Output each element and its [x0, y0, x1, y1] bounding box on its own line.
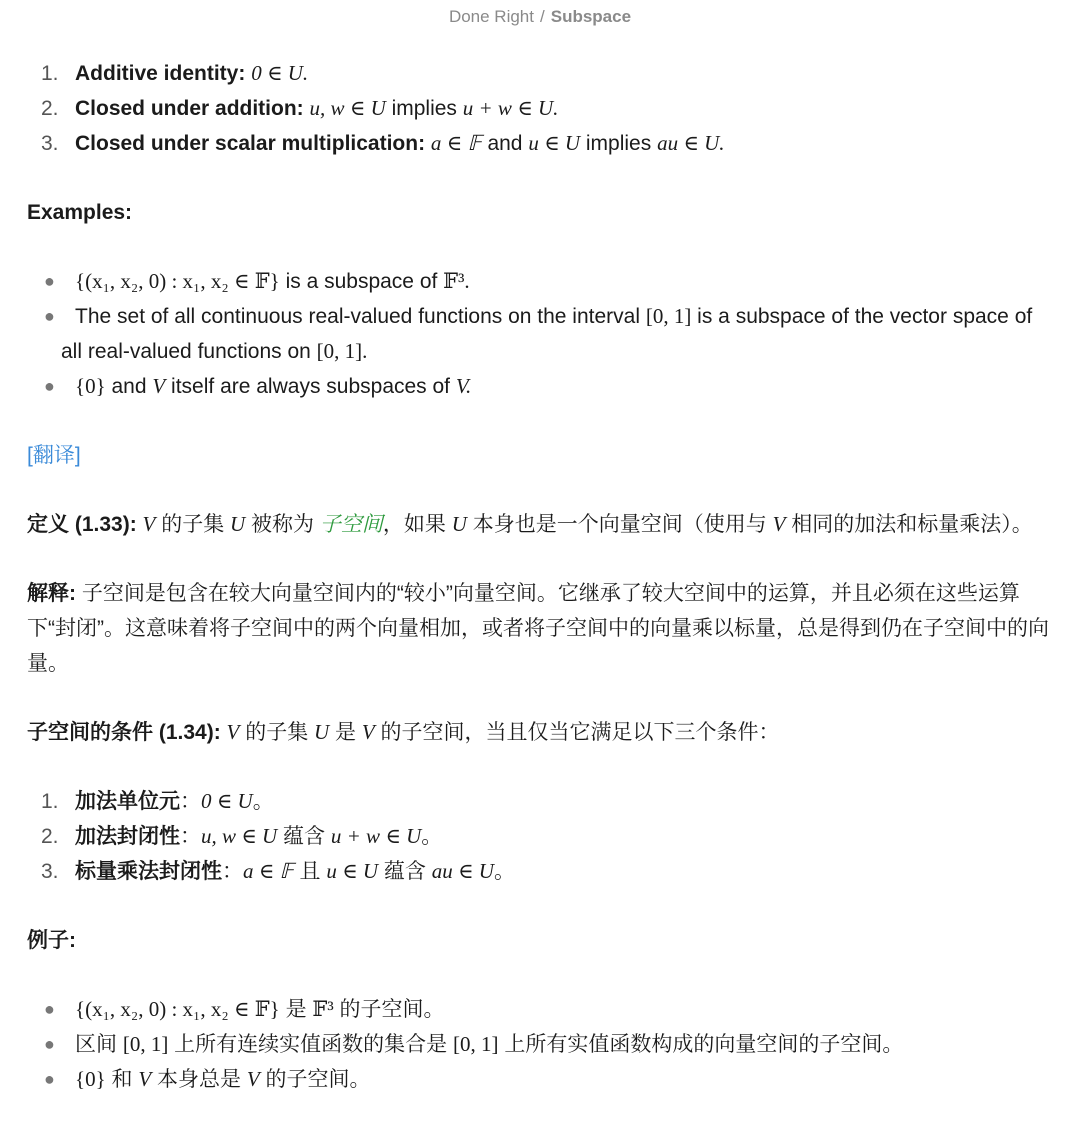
list-number: 1.	[41, 62, 59, 85]
text: 的子空间。	[333, 998, 445, 1021]
bullet: ●	[44, 306, 55, 326]
definition-paragraph	[27, 507, 1057, 542]
text: 是	[329, 721, 362, 744]
text: 相同的加法和标量乘法）。	[785, 513, 1033, 536]
zh-conditions-list	[27, 784, 1057, 889]
text: 本身也是一个向量空间（使用与	[466, 513, 773, 536]
text: itself are always subspaces of	[165, 375, 456, 398]
math: V	[226, 720, 240, 744]
list-item	[27, 56, 1057, 91]
math: u, w ∈ U	[309, 96, 386, 120]
math: [0, 1].	[316, 339, 368, 363]
condition-label: Closed under scalar multiplication:	[75, 132, 426, 155]
list-item	[27, 126, 1057, 161]
breadcrumb-separator: /	[540, 7, 545, 26]
math: V	[246, 1067, 260, 1091]
conditions-label: 子空间的条件 (1.34):	[27, 721, 221, 744]
text: and	[481, 132, 529, 155]
list-item	[27, 1027, 1057, 1062]
condition-label: 加法单位元	[75, 790, 180, 813]
math: V	[138, 1067, 152, 1091]
text: ：	[180, 825, 201, 848]
text: 被称为	[245, 513, 320, 536]
translate-link[interactable]: [翻译]	[27, 444, 81, 467]
math: u ∈ U	[528, 131, 581, 155]
math: V	[772, 512, 786, 536]
list-item	[27, 369, 1057, 404]
condition-label: Closed under addition:	[75, 97, 304, 120]
document-body	[27, 56, 1057, 1097]
math: V	[361, 720, 375, 744]
math: V	[152, 374, 166, 398]
text: and	[105, 375, 153, 398]
text: 。	[493, 860, 515, 883]
definition-label: 定义 (1.33):	[27, 513, 137, 536]
text: 的子集	[155, 513, 231, 536]
math: [0, 1]	[122, 1032, 169, 1056]
math: {0}	[75, 374, 106, 398]
text: ：	[180, 790, 201, 813]
condition-label: 加法封闭性	[75, 825, 180, 848]
math: U	[314, 720, 330, 744]
conditions-intro	[27, 715, 1057, 750]
zh-examples-list	[27, 992, 1057, 1097]
math: {0}	[75, 1067, 106, 1091]
math: u ∈ U	[326, 859, 379, 883]
text: ：	[222, 860, 243, 883]
breadcrumb-current: Subspace	[550, 7, 632, 26]
math: {(x₁, x₂, 0) : x₁, x₂ ∈ 𝔽}	[75, 269, 280, 293]
list-number: 2.	[41, 825, 59, 848]
math: {(x₁, x₂, 0) : x₁, x₂ ∈ 𝔽}	[75, 997, 280, 1021]
text: 且	[293, 860, 327, 883]
text: ，如果	[382, 513, 452, 536]
list-item	[27, 299, 1057, 369]
breadcrumb-parent[interactable]: Done Right	[448, 7, 534, 26]
text: 是	[279, 998, 313, 1021]
explanation-label: 解释:	[27, 582, 76, 605]
math: u + w ∈ U.	[462, 96, 559, 120]
text: is a subspace of	[279, 270, 444, 293]
text: 的子空间，当且仅当它满足以下三个条件：	[374, 721, 780, 744]
text: 本身总是	[151, 1068, 247, 1091]
list-number: 3.	[41, 132, 59, 155]
text: 。	[421, 825, 443, 848]
text: 上所有连续实值函数的集合是	[168, 1033, 454, 1056]
text: implies	[385, 97, 463, 120]
bullet: ●	[44, 1034, 55, 1054]
math: [0, 1]	[645, 304, 692, 328]
bullet: ●	[44, 271, 55, 291]
list-number: 3.	[41, 860, 59, 883]
math: V.	[455, 374, 472, 398]
math: au ∈ U.	[657, 131, 725, 155]
text: 的子集	[239, 721, 315, 744]
explanation-paragraph	[27, 576, 1057, 681]
math: u, w ∈ U	[201, 824, 278, 848]
text: 。	[252, 790, 274, 813]
bullet: ●	[44, 376, 55, 396]
math: U	[451, 512, 467, 536]
math: au ∈ U	[431, 859, 494, 883]
text: The set of all continuous real-valued functions on the interval	[75, 305, 646, 328]
en-conditions-list	[27, 56, 1057, 161]
text: 蕴含	[277, 825, 331, 848]
text: 蕴含	[378, 860, 432, 883]
text: is a subspace of the vector space of all real-valued functions on	[61, 305, 1033, 363]
list-item	[27, 819, 1057, 854]
bullet: ●	[44, 1069, 55, 1089]
list-item	[27, 1062, 1057, 1097]
math: a ∈ 𝔽	[243, 859, 294, 883]
text: 的子空间。	[259, 1068, 371, 1091]
math: a ∈ 𝔽	[430, 131, 482, 155]
list-item	[27, 854, 1057, 889]
bullet: ●	[44, 999, 55, 1019]
text: 和	[105, 1068, 139, 1091]
subspace-term: 子空间	[319, 513, 383, 536]
list-item	[27, 992, 1057, 1027]
text: 上所有实值函数构成的向量空间的子空间。	[498, 1033, 904, 1056]
text: implies	[580, 132, 658, 155]
examples-heading-zh: 例子:	[27, 929, 76, 952]
breadcrumb	[0, 4, 1080, 30]
condition-label: Additive identity:	[75, 62, 246, 85]
text: 区间	[75, 1033, 123, 1056]
math: 0 ∈ U	[201, 789, 253, 813]
math: 𝔽³.	[443, 269, 470, 293]
list-item	[27, 264, 1057, 299]
math: 0 ∈ U.	[251, 61, 309, 85]
math: u + w ∈ U	[330, 824, 422, 848]
explanation-text: 子空间是包含在较大向量空间内的“较小”向量空间。它继承了较大空间中的运算，并且必须在这些运算下“封闭”。这意味着将子空间中的两个向量相加，或者将子空间中的向量乘以标量，总是得到仍在子空间中的向量。	[27, 582, 1049, 675]
math: 𝔽³	[312, 997, 334, 1021]
math: U	[230, 512, 246, 536]
math: [0, 1]	[453, 1032, 499, 1056]
en-examples-list	[27, 264, 1057, 404]
math: V	[142, 512, 156, 536]
examples-heading: Examples:	[27, 201, 133, 224]
list-item	[27, 91, 1057, 126]
condition-label: 标量乘法封闭性	[75, 860, 222, 883]
list-number: 2.	[41, 97, 59, 120]
list-number: 1.	[41, 790, 59, 813]
list-item	[27, 784, 1057, 819]
